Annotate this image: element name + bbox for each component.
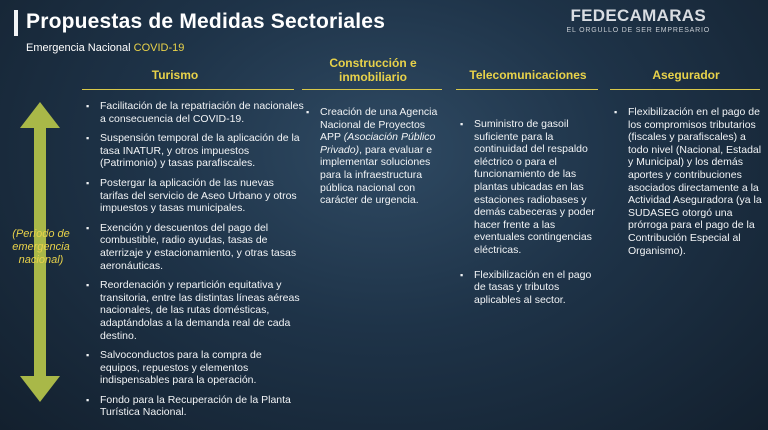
column-heading-telecom: Telecomunicaciones <box>469 68 587 82</box>
column-divider-telecom <box>456 89 598 90</box>
list-item-text: , para evaluar e implementar soluciones para la infraestructura pública nacional con carácter de urgencia. <box>320 143 433 207</box>
list-item: ▪ Fondo para la Recuperación de la Planta Turística Nacional. <box>84 394 304 419</box>
list-item-text: Creación de una Agencia Nacional de Proyectos APP <box>320 106 438 144</box>
brand-logo <box>566 6 710 34</box>
page-subtitle <box>26 42 184 54</box>
list-item: ▪ Facilitación de la repatriación de nacionales a consecuencia del COVID-19. <box>84 100 304 125</box>
construccion-list <box>304 106 444 214</box>
telecom-list <box>458 118 604 313</box>
column-divider-asegurador <box>610 89 760 90</box>
list-item: ▪ Reordenación y repartición equitativa y transitoria, entre las distintas líneas aéreas nacionales, de las rutas domésticas, adaptándolas a la demanda real de cada destino. <box>84 279 304 342</box>
list-item: ▪ Flexibilización en el pago de tasas y tributos aplicables al sector. <box>458 269 604 307</box>
column-heading-asegurador: Asegurador <box>652 68 720 82</box>
column-divider-construccion <box>302 89 442 90</box>
list-item: ▪ Salvoconductos para la compra de equipos, repuestos y elementos indispensables para la operación. <box>84 349 304 387</box>
column-divider-turismo <box>82 89 294 90</box>
subtitle-accent: COVID-19 <box>133 42 185 54</box>
list-item: ▪ Suspensión temporal de la aplicación de la tasa INATUR, y otros impuestos (Patrimonio) y tasas parafiscales. <box>84 132 304 170</box>
title-accent-bar <box>14 10 18 36</box>
list-item: ▪ Postergar la aplicación de las nuevas tarifas del servicio de Aseo Urbano y otros impuestos y tasas municipales. <box>84 177 304 215</box>
column-heading-turismo: Turismo <box>151 68 199 82</box>
subtitle-text: Emergencia Nacional <box>26 42 134 54</box>
list-item: ▪ Flexibilización en el pago de los compromisos tributarios (fiscales y parafiscales) a todo nivel (Nacional, Estadal y Municipal) y los demás aportes y contribuciones asociados directamente a la Actividad Aseguradora (ya la SUDASEG otorgó una prórroga para el pago de la Contribución Especial al Organismo). <box>612 106 762 257</box>
page-title: Propuestas de Medidas Sectoriales <box>26 10 386 33</box>
asegurador-list <box>612 106 762 264</box>
list-item: ▪ Exención y descuentos del pago del combustible, radio ayudas, tasas de aterrizaje y estacionamiento, y otras tasas aeronáuticas. <box>84 222 304 272</box>
list-item-italic: (Asociación Público Privado) <box>320 131 436 156</box>
list-item: ▪ Suministro de gasoil suficiente para la continuidad del respaldo eléctrico o para el funcionamiento de las plantas ubicadas en las estaciones radiobases y demás cabeceras y poder hacer frente a las eventuales contingencias eléctricas. <box>458 118 604 257</box>
turismo-list <box>84 100 304 426</box>
column-heading-construccion: Construcción e inmobiliario <box>329 56 417 84</box>
list-item <box>304 106 444 207</box>
timeline-label: (Período de emergencia nacional) <box>12 228 70 266</box>
brand-tagline: EL ORGULLO DE SER EMPRESARIO <box>566 27 710 34</box>
brand-name: FEDECAMARAS <box>570 6 706 25</box>
